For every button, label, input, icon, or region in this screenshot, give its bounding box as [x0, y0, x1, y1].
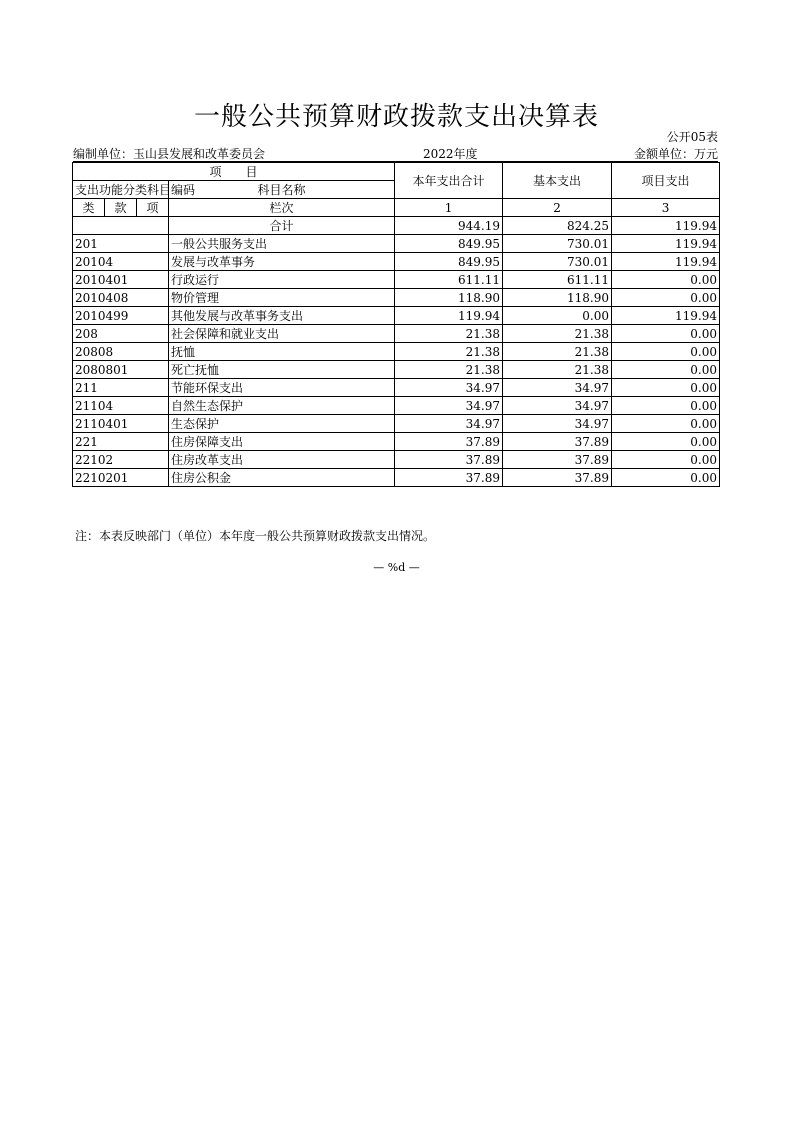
table-row [73, 415, 720, 433]
header-xiang: 项 [137, 199, 169, 217]
row-code: 2010499 [73, 307, 169, 325]
table-row [73, 361, 720, 379]
row-basic: 21.38 [503, 325, 612, 343]
row-subject-name: 住房保障支出 [169, 433, 395, 451]
row-basic: 37.89 [503, 433, 612, 451]
row-project: 119.94 [612, 307, 720, 325]
header-row-1 [73, 163, 720, 181]
table-note: 注：本表反映部门（单位）本年度一般公共预算财政拨款支出情况。 [75, 529, 436, 543]
row-project: 0.00 [612, 379, 720, 397]
row-code: 211 [73, 379, 169, 397]
table-row [73, 235, 720, 253]
column-index-3: 3 [612, 199, 720, 217]
meta-row [73, 145, 718, 162]
row-total: 849.95 [395, 235, 503, 253]
row-basic: 34.97 [503, 397, 612, 415]
row-subject-name: 住房公积金 [169, 469, 395, 487]
row-subject-name: 发展与改革事务 [169, 253, 395, 271]
row-total: 34.97 [395, 397, 503, 415]
row-basic: 37.89 [503, 469, 612, 487]
row-basic: 611.11 [503, 271, 612, 289]
row-code: 208 [73, 325, 169, 343]
row-project: 0.00 [612, 325, 720, 343]
row-code: 2010408 [73, 289, 169, 307]
header-lei: 类 [73, 199, 105, 217]
compiling-unit: 编制单位：玉山县发展和改革委员会 [73, 147, 266, 161]
table-row [73, 325, 720, 343]
table-row [73, 289, 720, 307]
row-code: 21104 [73, 397, 169, 415]
row-basic: 37.89 [503, 451, 612, 469]
row-code: 2210201 [73, 469, 169, 487]
row-basic: 730.01 [503, 253, 612, 271]
row-project: 0.00 [612, 343, 720, 361]
row-total: 34.97 [395, 379, 503, 397]
table-row [73, 469, 720, 487]
row-basic: 21.38 [503, 361, 612, 379]
header-kuan: 款 [105, 199, 137, 217]
table-row [73, 451, 720, 469]
row-total: 21.38 [395, 361, 503, 379]
row-subject-name: 一般公共服务支出 [169, 235, 395, 253]
row-project: 0.00 [612, 289, 720, 307]
table-row [73, 271, 720, 289]
row-project: 0.00 [612, 433, 720, 451]
row-total: 21.38 [395, 343, 503, 361]
expenditure-table [72, 162, 720, 487]
row-subject-name: 抚恤 [169, 343, 395, 361]
row-basic: 118.90 [503, 289, 612, 307]
row-basic: 730.01 [503, 235, 612, 253]
row-subject-name: 社会保障和就业支出 [169, 325, 395, 343]
row-code: 2010401 [73, 271, 169, 289]
total-project: 119.94 [612, 217, 720, 235]
total-row [73, 217, 720, 235]
page-title: 一般公共预算财政拨款支出决算表 [193, 102, 599, 132]
row-basic: 34.97 [503, 415, 612, 433]
row-project: 0.00 [612, 469, 720, 487]
row-total: 34.97 [395, 415, 503, 433]
row-total: 119.94 [395, 307, 503, 325]
table-row [73, 433, 720, 451]
table-row [73, 343, 720, 361]
header-subject-name: 科目名称 [169, 181, 395, 199]
row-project: 0.00 [612, 397, 720, 415]
money-unit: 金额单位：万元 [633, 147, 718, 161]
total-label: 合计 [169, 217, 395, 235]
header-func-class: 支出功能分类科目编码 [73, 181, 169, 199]
row-total: 118.90 [395, 289, 503, 307]
row-project: 0.00 [612, 361, 720, 379]
row-basic: 34.97 [503, 379, 612, 397]
page-footer: — %d — [373, 561, 420, 574]
table-row [73, 307, 720, 325]
row-subject-name: 行政运行 [169, 271, 395, 289]
column-index-row [73, 199, 720, 217]
table-row [73, 253, 720, 271]
row-project: 119.94 [612, 253, 720, 271]
row-code: 221 [73, 433, 169, 451]
row-code: 20808 [73, 343, 169, 361]
row-total: 37.89 [395, 433, 503, 451]
header-col-total: 本年支出合计 [395, 163, 503, 199]
row-total: 611.11 [395, 271, 503, 289]
form-number: 公开05表 [666, 130, 718, 144]
row-total: 37.89 [395, 451, 503, 469]
header-col-basic: 基本支出 [503, 163, 612, 199]
fiscal-year: 2022年度 [423, 147, 478, 161]
row-code: 2080801 [73, 361, 169, 379]
row-code: 201 [73, 235, 169, 253]
row-project: 0.00 [612, 415, 720, 433]
row-subject-name: 死亡抚恤 [169, 361, 395, 379]
total-basic: 824.25 [503, 217, 612, 235]
row-subject-name: 自然生态保护 [169, 397, 395, 415]
row-subject-name: 节能环保支出 [169, 379, 395, 397]
row-subject-name: 其他发展与改革事务支出 [169, 307, 395, 325]
row-project: 0.00 [612, 271, 720, 289]
row-project: 0.00 [612, 451, 720, 469]
total-sum: 944.19 [395, 217, 503, 235]
total-code-cell [73, 217, 169, 235]
row-code: 20104 [73, 253, 169, 271]
row-project: 119.94 [612, 235, 720, 253]
row-basic: 21.38 [503, 343, 612, 361]
row-basic: 0.00 [503, 307, 612, 325]
table-row [73, 397, 720, 415]
table-row [73, 379, 720, 397]
header-project: 项 目 [73, 163, 395, 181]
column-index-1: 1 [395, 199, 503, 217]
row-total: 37.89 [395, 469, 503, 487]
row-subject-name: 住房改革支出 [169, 451, 395, 469]
row-subject-name: 物价管理 [169, 289, 395, 307]
header-col-project: 项目支出 [612, 163, 720, 199]
row-subject-name: 生态保护 [169, 415, 395, 433]
row-total: 21.38 [395, 325, 503, 343]
row-code: 22102 [73, 451, 169, 469]
row-code: 2110401 [73, 415, 169, 433]
column-index-label: 栏次 [169, 199, 395, 217]
column-index-2: 2 [503, 199, 612, 217]
row-total: 849.95 [395, 253, 503, 271]
